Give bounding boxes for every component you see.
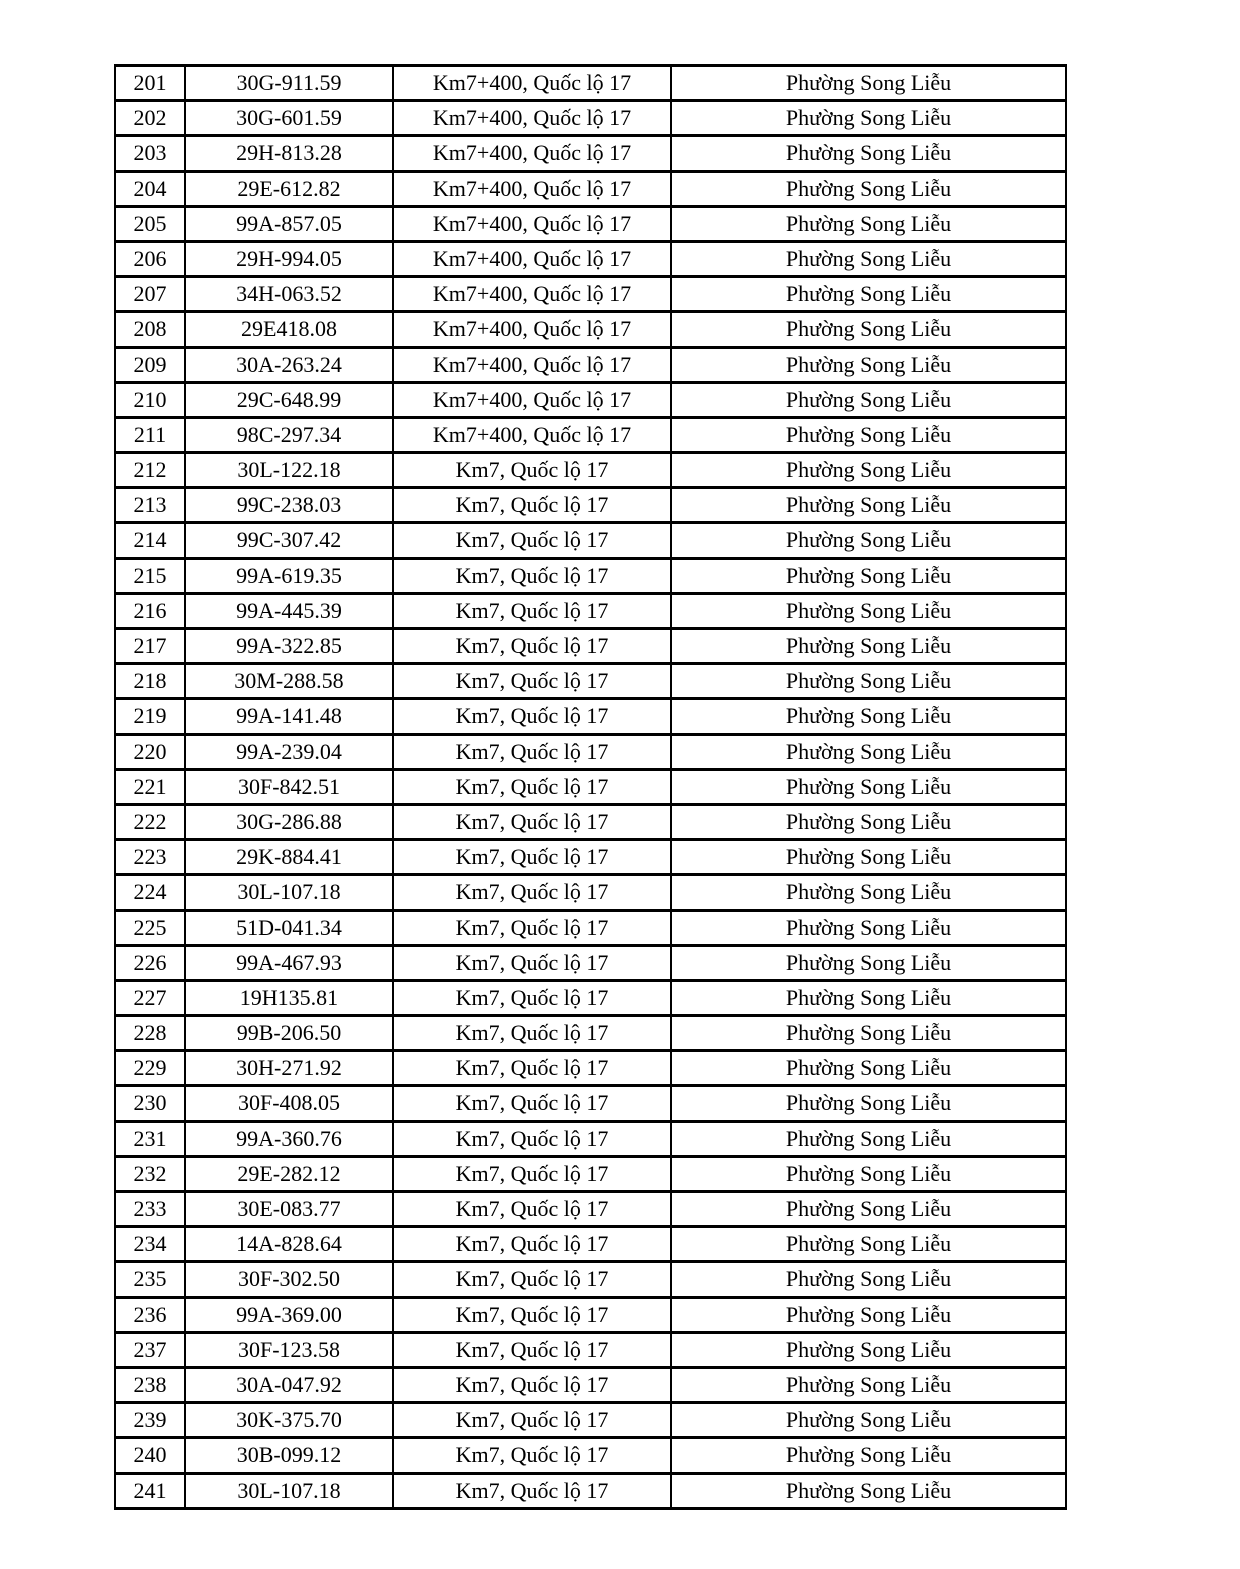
table-row — [115, 1297, 1066, 1332]
cell-row-number: 202 — [115, 101, 185, 136]
cell-ward: Phường Song Liễu — [671, 101, 1066, 136]
cell-row-number: 212 — [115, 453, 185, 488]
cell-row-number: 217 — [115, 629, 185, 664]
cell-row-number: 221 — [115, 769, 185, 804]
table-row — [115, 382, 1066, 417]
cell-row-number: 232 — [115, 1156, 185, 1191]
cell-location: Km7, Quốc lộ 17 — [393, 769, 671, 804]
cell-license-plate: 30E-083.77 — [185, 1192, 393, 1227]
cell-row-number: 228 — [115, 1016, 185, 1051]
cell-location: Km7, Quốc lộ 17 — [393, 1438, 671, 1473]
cell-license-plate: 99C-307.42 — [185, 523, 393, 558]
cell-row-number: 226 — [115, 945, 185, 980]
cell-location: Km7, Quốc lộ 17 — [393, 1086, 671, 1121]
cell-row-number: 213 — [115, 488, 185, 523]
cell-location: Km7+400, Quốc lộ 17 — [393, 277, 671, 312]
cell-location: Km7, Quốc lộ 17 — [393, 875, 671, 910]
cell-license-plate: 99A-467.93 — [185, 945, 393, 980]
cell-license-plate: 30B-099.12 — [185, 1438, 393, 1473]
cell-ward: Phường Song Liễu — [671, 453, 1066, 488]
table-row — [115, 804, 1066, 839]
cell-row-number: 215 — [115, 558, 185, 593]
cell-row-number: 237 — [115, 1332, 185, 1367]
cell-location: Km7, Quốc lộ 17 — [393, 558, 671, 593]
cell-license-plate: 51D-041.34 — [185, 910, 393, 945]
table-row — [115, 312, 1066, 347]
cell-ward: Phường Song Liễu — [671, 171, 1066, 206]
cell-ward: Phường Song Liễu — [671, 593, 1066, 628]
cell-license-plate: 30A-263.24 — [185, 347, 393, 382]
cell-row-number: 241 — [115, 1473, 185, 1508]
cell-ward: Phường Song Liễu — [671, 804, 1066, 839]
cell-location: Km7, Quốc lộ 17 — [393, 1332, 671, 1367]
cell-ward: Phường Song Liễu — [671, 1016, 1066, 1051]
table-row — [115, 241, 1066, 276]
table-row — [115, 1262, 1066, 1297]
cell-row-number: 224 — [115, 875, 185, 910]
cell-row-number: 211 — [115, 417, 185, 452]
table-row — [115, 1156, 1066, 1191]
cell-location: Km7, Quốc lộ 17 — [393, 945, 671, 980]
cell-location: Km7, Quốc lộ 17 — [393, 1016, 671, 1051]
table-row — [115, 1473, 1066, 1508]
cell-row-number: 220 — [115, 734, 185, 769]
vehicle-violation-table — [114, 64, 1067, 1510]
cell-location: Km7, Quốc lộ 17 — [393, 453, 671, 488]
cell-location: Km7+400, Quốc lộ 17 — [393, 66, 671, 101]
cell-location: Km7, Quốc lộ 17 — [393, 629, 671, 664]
cell-license-plate: 99C-238.03 — [185, 488, 393, 523]
cell-row-number: 231 — [115, 1121, 185, 1156]
table-row — [115, 875, 1066, 910]
cell-ward: Phường Song Liễu — [671, 347, 1066, 382]
cell-ward: Phường Song Liễu — [671, 910, 1066, 945]
cell-license-plate: 30K-375.70 — [185, 1403, 393, 1438]
table-row — [115, 840, 1066, 875]
table-row — [115, 945, 1066, 980]
vehicle-table-body — [115, 66, 1066, 1509]
table-row — [115, 488, 1066, 523]
cell-location: Km7, Quốc lộ 17 — [393, 664, 671, 699]
cell-location: Km7+400, Quốc lộ 17 — [393, 241, 671, 276]
table-row — [115, 980, 1066, 1015]
cell-row-number: 236 — [115, 1297, 185, 1332]
cell-location: Km7, Quốc lộ 17 — [393, 1227, 671, 1262]
cell-ward: Phường Song Liễu — [671, 980, 1066, 1015]
cell-row-number: 234 — [115, 1227, 185, 1262]
cell-location: Km7, Quốc lộ 17 — [393, 523, 671, 558]
cell-row-number: 238 — [115, 1367, 185, 1402]
table-row — [115, 66, 1066, 101]
cell-location: Km7, Quốc lộ 17 — [393, 1473, 671, 1508]
cell-ward: Phường Song Liễu — [671, 558, 1066, 593]
cell-row-number: 239 — [115, 1403, 185, 1438]
cell-row-number: 208 — [115, 312, 185, 347]
table-row — [115, 1227, 1066, 1262]
table-row — [115, 523, 1066, 558]
table-row — [115, 910, 1066, 945]
cell-license-plate: 30G-601.59 — [185, 101, 393, 136]
cell-location: Km7, Quốc lộ 17 — [393, 980, 671, 1015]
cell-license-plate: 29E418.08 — [185, 312, 393, 347]
cell-row-number: 225 — [115, 910, 185, 945]
cell-location: Km7+400, Quốc lộ 17 — [393, 382, 671, 417]
table-row — [115, 593, 1066, 628]
cell-row-number: 235 — [115, 1262, 185, 1297]
cell-ward: Phường Song Liễu — [671, 241, 1066, 276]
cell-license-plate: 99A-239.04 — [185, 734, 393, 769]
table-row — [115, 347, 1066, 382]
cell-row-number: 218 — [115, 664, 185, 699]
cell-row-number: 204 — [115, 171, 185, 206]
cell-row-number: 201 — [115, 66, 185, 101]
cell-location: Km7, Quốc lộ 17 — [393, 1156, 671, 1191]
table-row — [115, 1121, 1066, 1156]
cell-license-plate: 29K-884.41 — [185, 840, 393, 875]
cell-location: Km7+400, Quốc lộ 17 — [393, 417, 671, 452]
cell-license-plate: 99A-445.39 — [185, 593, 393, 628]
cell-location: Km7, Quốc lộ 17 — [393, 1262, 671, 1297]
cell-row-number: 209 — [115, 347, 185, 382]
table-row — [115, 629, 1066, 664]
cell-location: Km7+400, Quốc lộ 17 — [393, 312, 671, 347]
cell-ward: Phường Song Liễu — [671, 1403, 1066, 1438]
cell-location: Km7, Quốc lộ 17 — [393, 1297, 671, 1332]
cell-ward: Phường Song Liễu — [671, 1086, 1066, 1121]
cell-location: Km7, Quốc lộ 17 — [393, 1121, 671, 1156]
cell-row-number: 219 — [115, 699, 185, 734]
cell-ward: Phường Song Liễu — [671, 840, 1066, 875]
cell-row-number: 230 — [115, 1086, 185, 1121]
cell-ward: Phường Song Liễu — [671, 382, 1066, 417]
table-row — [115, 1016, 1066, 1051]
cell-license-plate: 99A-619.35 — [185, 558, 393, 593]
cell-row-number: 210 — [115, 382, 185, 417]
cell-ward: Phường Song Liễu — [671, 1332, 1066, 1367]
cell-location: Km7, Quốc lộ 17 — [393, 910, 671, 945]
cell-license-plate: 30F-123.58 — [185, 1332, 393, 1367]
cell-ward: Phường Song Liễu — [671, 664, 1066, 699]
cell-license-plate: 30A-047.92 — [185, 1367, 393, 1402]
table-row — [115, 664, 1066, 699]
cell-ward: Phường Song Liễu — [671, 417, 1066, 452]
cell-row-number: 222 — [115, 804, 185, 839]
cell-row-number: 205 — [115, 206, 185, 241]
cell-ward: Phường Song Liễu — [671, 206, 1066, 241]
cell-ward: Phường Song Liễu — [671, 1297, 1066, 1332]
cell-license-plate: 30G-911.59 — [185, 66, 393, 101]
cell-ward: Phường Song Liễu — [671, 1473, 1066, 1508]
table-row — [115, 171, 1066, 206]
cell-location: Km7, Quốc lộ 17 — [393, 804, 671, 839]
cell-row-number: 206 — [115, 241, 185, 276]
table-row — [115, 1438, 1066, 1473]
cell-license-plate: 30F-302.50 — [185, 1262, 393, 1297]
cell-location: Km7, Quốc lộ 17 — [393, 593, 671, 628]
cell-ward: Phường Song Liễu — [671, 312, 1066, 347]
cell-location: Km7, Quốc lộ 17 — [393, 1367, 671, 1402]
cell-ward: Phường Song Liễu — [671, 136, 1066, 171]
table-row — [115, 769, 1066, 804]
cell-location: Km7, Quốc lộ 17 — [393, 488, 671, 523]
cell-ward: Phường Song Liễu — [671, 875, 1066, 910]
cell-ward: Phường Song Liễu — [671, 1227, 1066, 1262]
cell-ward: Phường Song Liễu — [671, 1192, 1066, 1227]
cell-license-plate: 30L-122.18 — [185, 453, 393, 488]
table-row — [115, 206, 1066, 241]
cell-ward: Phường Song Liễu — [671, 734, 1066, 769]
cell-ward: Phường Song Liễu — [671, 277, 1066, 312]
cell-location: Km7+400, Quốc lộ 17 — [393, 206, 671, 241]
table-row — [115, 101, 1066, 136]
cell-ward: Phường Song Liễu — [671, 1367, 1066, 1402]
cell-ward: Phường Song Liễu — [671, 66, 1066, 101]
cell-row-number: 227 — [115, 980, 185, 1015]
table-row — [115, 277, 1066, 312]
cell-location: Km7, Quốc lộ 17 — [393, 1403, 671, 1438]
cell-ward: Phường Song Liễu — [671, 629, 1066, 664]
table-row — [115, 558, 1066, 593]
table-row — [115, 1403, 1066, 1438]
cell-location: Km7, Quốc lộ 17 — [393, 1192, 671, 1227]
cell-location: Km7, Quốc lộ 17 — [393, 840, 671, 875]
cell-row-number: 223 — [115, 840, 185, 875]
cell-row-number: 214 — [115, 523, 185, 558]
table-row — [115, 1051, 1066, 1086]
cell-license-plate: 29H-813.28 — [185, 136, 393, 171]
cell-license-plate: 98C-297.34 — [185, 417, 393, 452]
cell-license-plate: 29E-282.12 — [185, 1156, 393, 1191]
cell-license-plate: 29C-648.99 — [185, 382, 393, 417]
cell-license-plate: 30F-408.05 — [185, 1086, 393, 1121]
cell-license-plate: 99A-360.76 — [185, 1121, 393, 1156]
cell-ward: Phường Song Liễu — [671, 1262, 1066, 1297]
cell-license-plate: 19H135.81 — [185, 980, 393, 1015]
cell-row-number: 240 — [115, 1438, 185, 1473]
table-row — [115, 1332, 1066, 1367]
table-row — [115, 136, 1066, 171]
cell-license-plate: 34H-063.52 — [185, 277, 393, 312]
cell-license-plate: 29H-994.05 — [185, 241, 393, 276]
cell-row-number: 229 — [115, 1051, 185, 1086]
cell-license-plate: 99A-857.05 — [185, 206, 393, 241]
cell-ward: Phường Song Liễu — [671, 488, 1066, 523]
cell-location: Km7, Quốc lộ 17 — [393, 734, 671, 769]
cell-row-number: 216 — [115, 593, 185, 628]
cell-location: Km7+400, Quốc lộ 17 — [393, 347, 671, 382]
cell-license-plate: 29E-612.82 — [185, 171, 393, 206]
cell-license-plate: 99A-141.48 — [185, 699, 393, 734]
cell-license-plate: 30L-107.18 — [185, 1473, 393, 1508]
cell-ward: Phường Song Liễu — [671, 523, 1066, 558]
cell-ward: Phường Song Liễu — [671, 945, 1066, 980]
table-row — [115, 1192, 1066, 1227]
cell-ward: Phường Song Liễu — [671, 769, 1066, 804]
cell-license-plate: 30G-286.88 — [185, 804, 393, 839]
cell-ward: Phường Song Liễu — [671, 1438, 1066, 1473]
table-row — [115, 1086, 1066, 1121]
cell-license-plate: 99A-369.00 — [185, 1297, 393, 1332]
cell-license-plate: 30M-288.58 — [185, 664, 393, 699]
cell-ward: Phường Song Liễu — [671, 1121, 1066, 1156]
cell-license-plate: 30H-271.92 — [185, 1051, 393, 1086]
table-row — [115, 734, 1066, 769]
cell-location: Km7+400, Quốc lộ 17 — [393, 101, 671, 136]
table-row — [115, 1367, 1066, 1402]
cell-row-number: 233 — [115, 1192, 185, 1227]
table-row — [115, 699, 1066, 734]
cell-license-plate: 30L-107.18 — [185, 875, 393, 910]
cell-location: Km7, Quốc lộ 17 — [393, 699, 671, 734]
cell-row-number: 203 — [115, 136, 185, 171]
cell-license-plate: 30F-842.51 — [185, 769, 393, 804]
cell-license-plate: 99B-206.50 — [185, 1016, 393, 1051]
cell-location: Km7+400, Quốc lộ 17 — [393, 171, 671, 206]
table-row — [115, 417, 1066, 452]
cell-ward: Phường Song Liễu — [671, 1156, 1066, 1191]
cell-row-number: 207 — [115, 277, 185, 312]
table-row — [115, 453, 1066, 488]
cell-license-plate: 14A-828.64 — [185, 1227, 393, 1262]
cell-ward: Phường Song Liễu — [671, 1051, 1066, 1086]
cell-location: Km7+400, Quốc lộ 17 — [393, 136, 671, 171]
cell-location: Km7, Quốc lộ 17 — [393, 1051, 671, 1086]
cell-ward: Phường Song Liễu — [671, 699, 1066, 734]
cell-license-plate: 99A-322.85 — [185, 629, 393, 664]
